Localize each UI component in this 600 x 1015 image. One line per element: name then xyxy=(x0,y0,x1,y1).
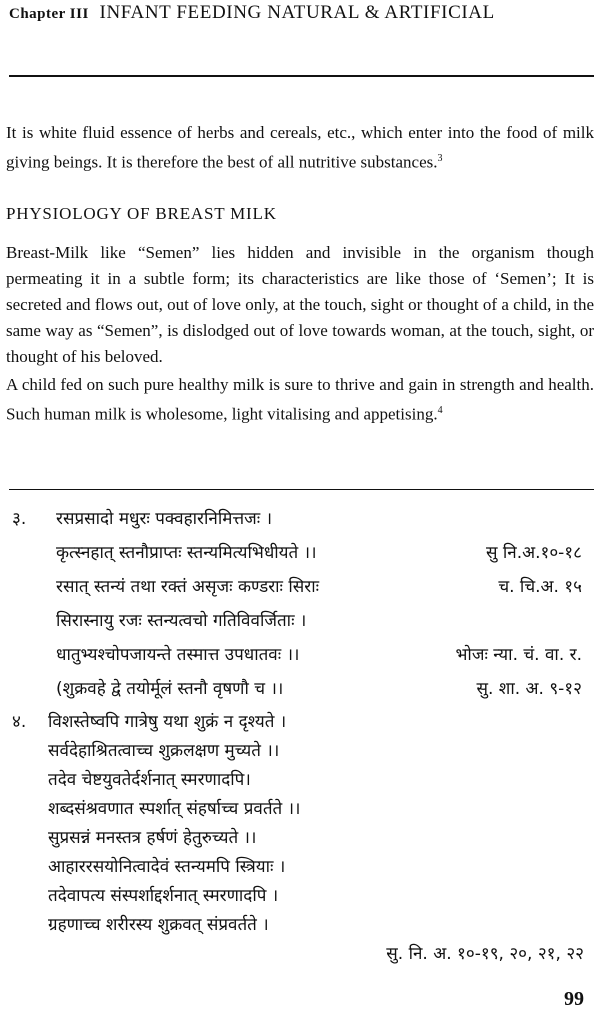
footnote-rule xyxy=(9,489,594,490)
verse-line: रसात् स्तन्यं तथा रक्तं असृजः कण्डराः सिराः xyxy=(56,577,320,597)
page-number: 99 xyxy=(564,988,584,1010)
verse-line: रसप्रसादो मधुरः पक्वहारनिमित्तजः । xyxy=(56,509,273,529)
verse-line: कृत्स्नहात् स्तनौप्राप्तः स्तन्यमित्यभिधीयते ।। xyxy=(56,543,317,563)
verse-line: आहाररसयोनित्वादेवं स्तन्यमपि स्त्रियाः । xyxy=(48,857,286,877)
verse-line: (शुक्रवहे द्वे तयोर्मूलं स्तनौ वृषणौ च ।। xyxy=(56,679,284,699)
verse-line: सर्वदेहाश्रितत्वाच्च शुक्रलक्षण मुच्यते ।। xyxy=(48,741,280,761)
verse-line: सिरास्नायु रजः स्तन्यत्वचो गतिविवर्जिताः । xyxy=(56,611,307,631)
footnote-verse-4 xyxy=(0,708,600,969)
chapter-title: INFANT FEEDING NATURAL & ARTIFICIAL xyxy=(99,2,495,23)
footnote-marker: 3 xyxy=(437,153,443,164)
paragraph-text: It is white fluid essence of herbs and cereals, etc., which enter into the food of milk giving beings. It is therefore the best of all nutritive substances. xyxy=(6,123,594,172)
verse-line: विशस्तेष्वपि गात्रेषु यथा शुक्रं न दृश्यते । xyxy=(48,712,287,732)
header-rule xyxy=(9,75,594,77)
section-heading: PHYSIOLOGY OF BREAST MILK xyxy=(6,204,277,223)
verse-citation: सु. नि. अ. १०-१९, २०, २१, २२ xyxy=(386,944,584,964)
verse-source: सु. शा. अ. ९-१२ xyxy=(476,679,582,699)
running-header xyxy=(9,2,594,24)
verse-line: धातुभ्यश्चोपजायन्ते तस्मात्त उपधातवः ।। xyxy=(56,645,300,665)
verse-source: भोजः न्या. चं. वा. र. xyxy=(455,645,582,665)
verse-line: शब्दसंश्रवणात स्पर्शात् संहर्षाच्च प्रवर्तते ।। xyxy=(48,799,301,819)
verse-source: सु नि.अ.१०-१८ xyxy=(485,543,582,563)
verse-source: च. चि.अ. १५ xyxy=(498,577,582,597)
verse-line: तदेव चेष्टयुवतेर्दर्शनात् स्मरणादपि। xyxy=(48,770,251,790)
verse-line: ग्रहणाच्च शरीरस्य शुक्रवत् संप्रवर्तते । xyxy=(48,915,269,935)
footnote-number: ३. xyxy=(12,509,27,529)
footnote-number: ४. xyxy=(12,712,27,732)
paragraph-text: A child fed on such pure healthy milk is sure to thrive and gain in strength and health. Such human milk is wholesome, light vitalising and appetising. xyxy=(6,375,594,424)
paragraph-milk-essence xyxy=(6,120,594,176)
verse-line: तदेवापत्य संस्पर्शाद्दर्शनात् स्मरणादपि । xyxy=(48,886,279,906)
paragraph-physiology: Breast-Milk like “Semen” lies hidden and invisible in the organism though permeating it in a subtle form; its characteristics are like those of ‘Semen’; It is secreted and flows out, out of love only, at the touch, sight or thought of a child, in the same way as “Semen”, is dislodged out of love towards woman, at the touch, sight, or thought of his beloved. xyxy=(6,243,594,366)
verse-line: सुप्रसन्नं मनस्तत्र हर्षणं हेतुरुच्यते ।। xyxy=(48,828,257,848)
footnote-marker: 4 xyxy=(437,405,443,416)
chapter-label: Chapter III xyxy=(9,6,89,22)
paragraph-healthy-milk xyxy=(6,372,594,428)
footnote-verse-3 xyxy=(0,502,600,706)
